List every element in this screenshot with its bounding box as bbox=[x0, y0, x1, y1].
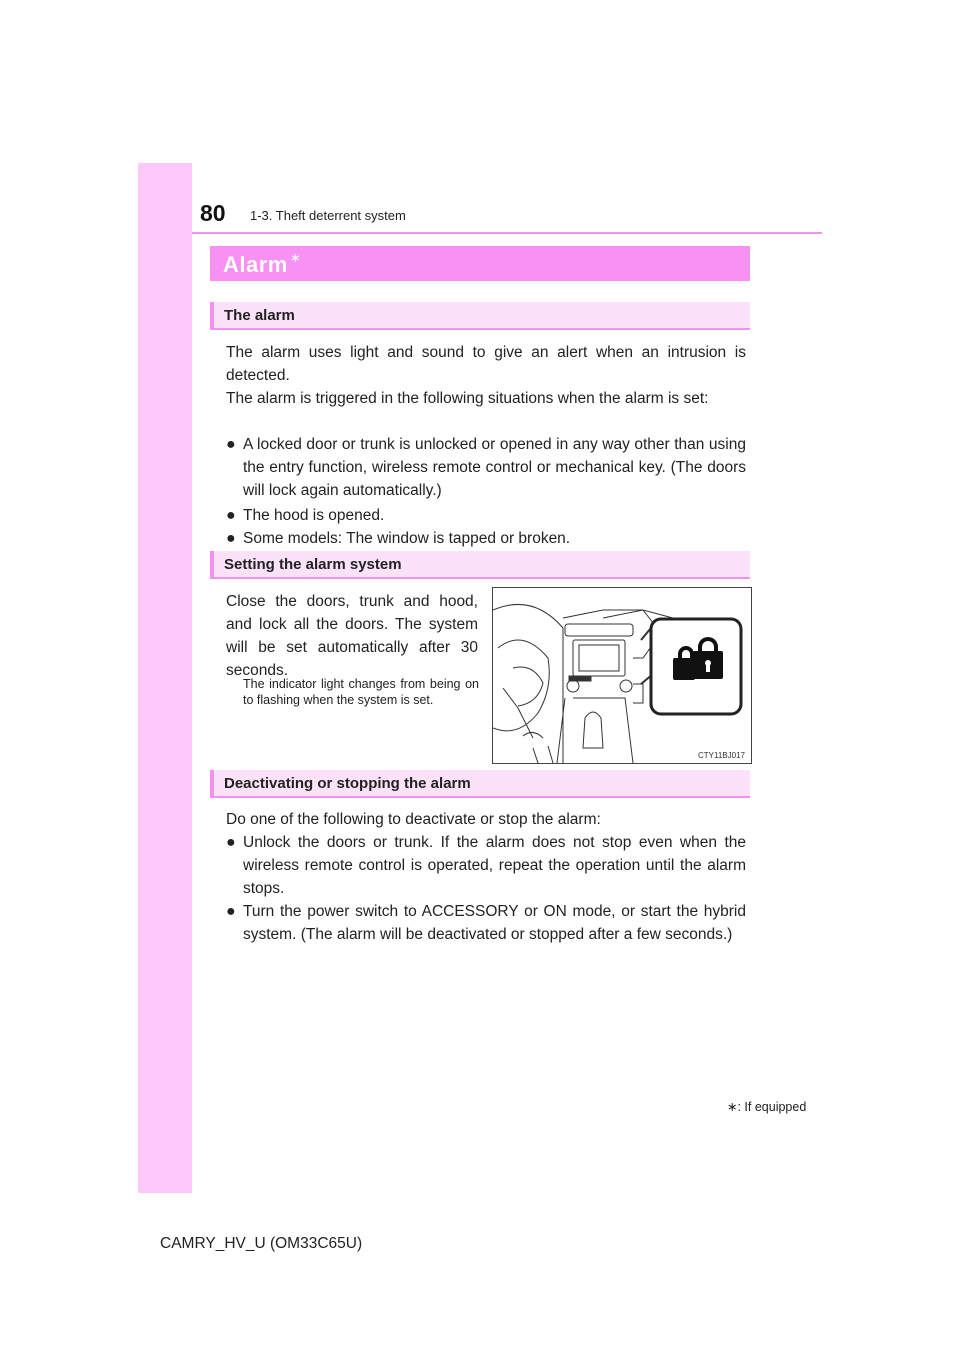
bullet-icon: ● bbox=[226, 834, 236, 851]
bullet-icon: ● bbox=[226, 507, 236, 524]
subhead-setting-alarm bbox=[210, 551, 750, 579]
deactivating-bullet-1 bbox=[226, 831, 746, 900]
bullet-icon: ● bbox=[226, 530, 236, 547]
alarm-bullet-2 bbox=[226, 504, 746, 527]
alarm-paragraph-1: The alarm uses light and sound to give an alert when an intrusion is detected. bbox=[226, 344, 746, 384]
footnote bbox=[727, 1099, 806, 1114]
setting-paragraph: Close the doors, trunk and hood, and lock all the doors. The system will be set automatically after 30 seconds. bbox=[226, 593, 478, 679]
footer-model-code: CAMRY_HV_U (OM33C65U) bbox=[160, 1235, 363, 1252]
alarm-bullet-1 bbox=[226, 433, 746, 502]
subhead-deactivating bbox=[210, 770, 750, 798]
dashboard-drawing bbox=[493, 588, 751, 763]
subhead-the-alarm bbox=[210, 302, 750, 330]
alarm-paragraph-2: The alarm is triggered in the following situations when the alarm is set: bbox=[226, 390, 709, 407]
alarm-bullet-3-text: Some models: The window is tapped or broken. bbox=[243, 530, 571, 547]
setting-note: The indicator light changes from being on to flashing when the system is set. bbox=[243, 677, 479, 707]
alarm-bullet-3 bbox=[226, 527, 746, 550]
deactivating-bullet-2 bbox=[226, 900, 746, 946]
footnote-text: : If equipped bbox=[737, 1100, 807, 1114]
subhead-setting-alarm-label: Setting the alarm system bbox=[224, 556, 402, 573]
deactivating-bullet-1-text: Unlock the doors or trunk. If the alarm does not stop even when the wireless remote control is operated, repeat the operation until the alarm stops. bbox=[243, 834, 746, 897]
deactivating-paragraph: Do one of the following to deactivate or stop the alarm: bbox=[226, 811, 601, 828]
deactivating-bullet-2-text: Turn the power switch to ACCESSORY or ON mode, or start the hybrid system. (The alarm will be deactivated or stopped after a few seconds.) bbox=[243, 903, 746, 943]
alarm-bullet-1-text: A locked door or trunk is unlocked or opened in any way other than using the entry function, wireless remote control or mechanical key. (The doors will lock again automatically.) bbox=[243, 436, 746, 499]
footnote-star-icon: ∗ bbox=[727, 1100, 738, 1114]
side-tab-strip bbox=[138, 163, 192, 1193]
title-bar bbox=[210, 246, 750, 281]
section-label: 1-3. Theft deterrent system bbox=[250, 208, 406, 223]
dashboard-illustration bbox=[492, 587, 752, 764]
subhead-the-alarm-label: The alarm bbox=[224, 307, 295, 324]
if-equipped-star-icon: ∗ bbox=[289, 250, 302, 265]
bullet-icon: ● bbox=[226, 436, 236, 453]
bullet-icon: ● bbox=[226, 903, 236, 920]
page-number: 80 bbox=[200, 200, 226, 226]
alarm-bullet-2-text: The hood is opened. bbox=[243, 507, 385, 524]
page-title-text: Alarm bbox=[223, 252, 288, 277]
subhead-deactivating-label: Deactivating or stopping the alarm bbox=[224, 775, 471, 792]
illustration-code: CTY11BJ017 bbox=[698, 751, 745, 760]
header-rule bbox=[192, 232, 822, 234]
page-title bbox=[223, 252, 301, 278]
